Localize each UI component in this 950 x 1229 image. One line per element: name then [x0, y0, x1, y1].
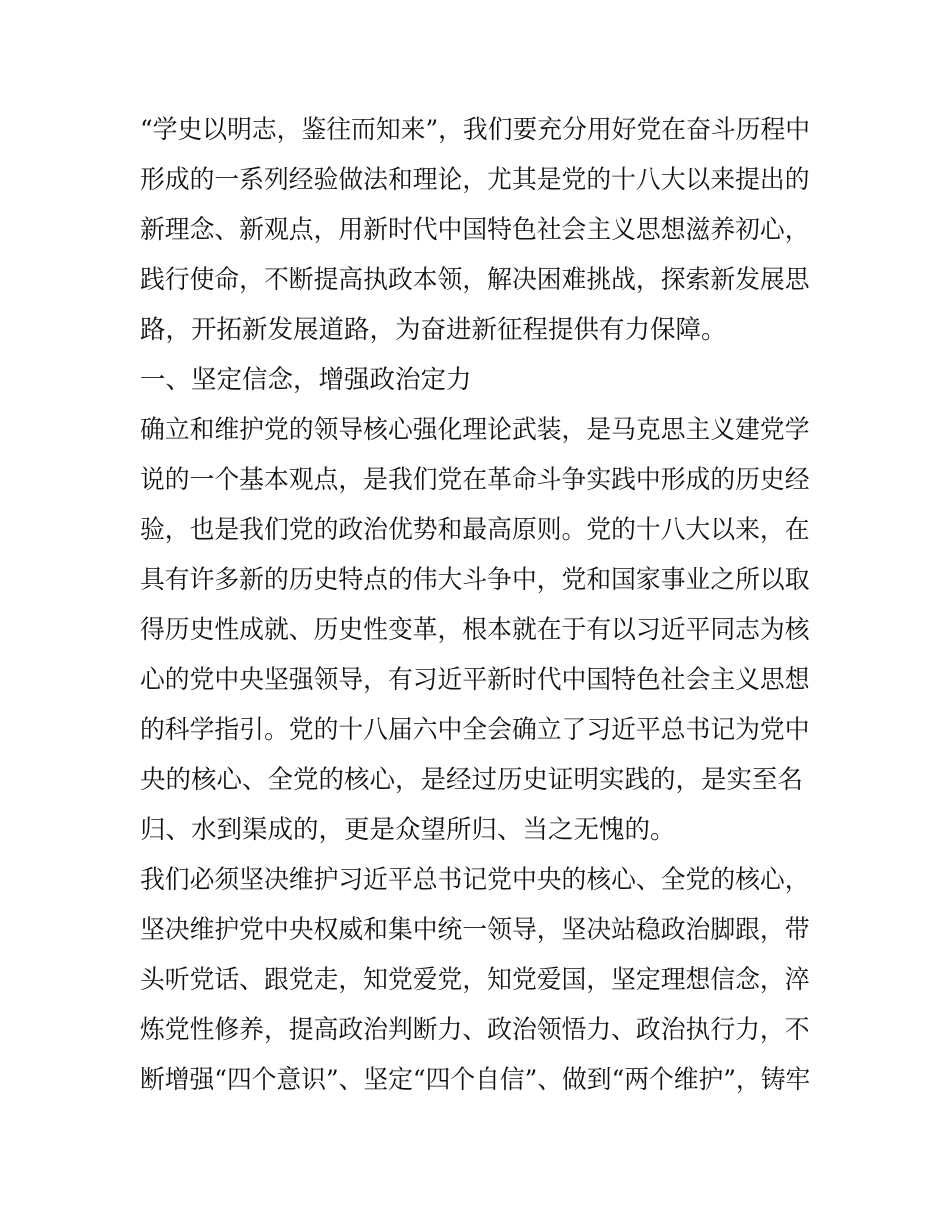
- text-line: 确立和维护党的领导核心强化理论武装，是马克思主义建党学: [140, 415, 810, 445]
- text-line: 路，开拓新发展道路，为奋进新征程提供有力保障。: [140, 315, 727, 345]
- text-line: 新理念、新观点，用新时代中国特色社会主义思想滋养初心，: [140, 215, 810, 245]
- text-line: 归、水到渠成的，更是众望所归、当之无愧的。: [140, 815, 676, 845]
- text-line: 验，也是我们党的政治优势和最高原则。党的十八大以来，在: [140, 515, 810, 545]
- section-heading: 一、坚定信念，增强政治定力: [140, 365, 472, 395]
- text-line: 我们必须坚决维护习近平总书记党中央的核心、全党的核心，: [140, 865, 810, 895]
- text-line: 践行使命，不断提高执政本领，解决困难挑战，探索新发展思: [140, 265, 810, 295]
- text-line: “学史以明志，鉴往而知来”，我们要充分用好党在奋斗历程中: [140, 115, 811, 145]
- text-line: 说的一个基本观点，是我们党在革命斗争实践中形成的历史经: [140, 465, 810, 495]
- text-line: 心的党中央坚强领导，有习近平新时代中国特色社会主义思想: [140, 665, 810, 695]
- text-line: 得历史性成就、历史性变革，根本就在于有以习近平同志为核: [140, 615, 810, 645]
- text-line: 形成的一系列经验做法和理论，尤其是党的十八大以来提出的: [140, 165, 810, 195]
- text-line: 炼党性修养，提高政治判断力、政治领悟力、政治执行力，不: [140, 1015, 810, 1045]
- text-line: 头听党话、跟党走，知党爱党，知党爱国，坚定理想信念，淬: [140, 965, 810, 995]
- text-line: 坚决维护党中央权威和集中统一领导，坚决站稳政治脚跟，带: [140, 915, 810, 945]
- text-line: 断增强“四个意识”、坚定“四个自信”、做到“两个维护”，铸牢: [140, 1065, 811, 1095]
- text-line: 央的核心、全党的核心，是经过历史证明实践的，是实至名: [140, 765, 804, 795]
- text-line: 的科学指引。党的十八届六中全会确立了习近平总书记为党中: [140, 715, 810, 745]
- text-line: 具有许多新的历史特点的伟大斗争中，党和国家事业之所以取: [140, 565, 810, 595]
